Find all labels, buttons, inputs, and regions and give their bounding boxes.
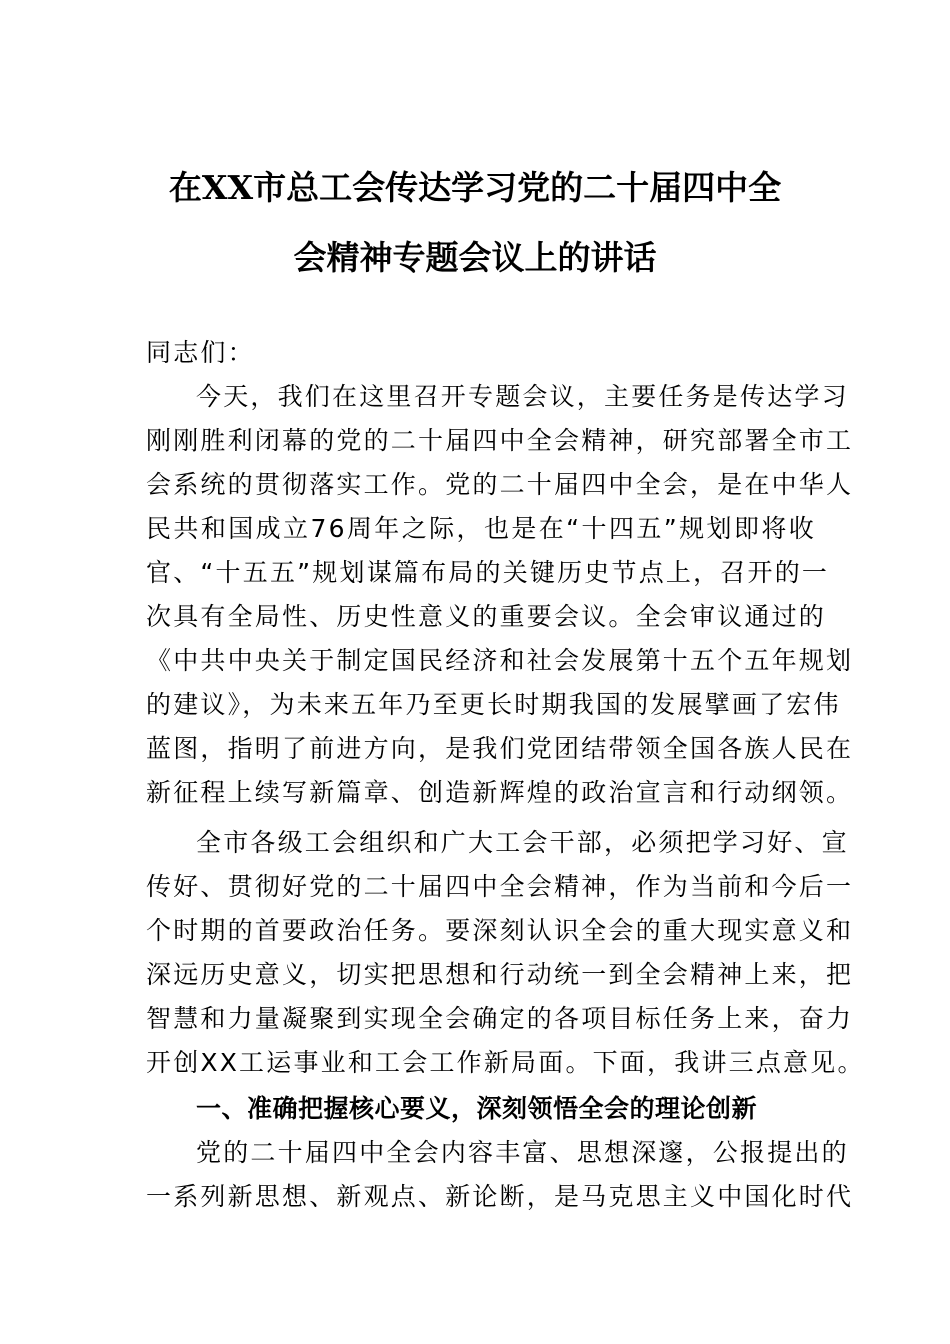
paragraph-line: 今天，我们在这里召开专题会议，主要任务是传达学习 (196, 382, 849, 411)
paragraph-line: 深远历史意义，切实把思想和行动统一到全会精神上来，把 (146, 960, 854, 989)
paragraph-line: 蓝图，指明了前进方向，是我们党团结带领全国各族人民在 (146, 734, 854, 763)
paragraph-line: 一系列新思想、新观点、新论断，是马克思主义中国化时代 (146, 1182, 854, 1211)
paragraph-line: 党的二十届四中全会内容丰富、思想深邃，公报提出的 (196, 1138, 849, 1167)
paragraph-line: 传好、贯彻好党的二十届四中全会精神，作为当前和今后一 (146, 872, 854, 901)
paragraph-line: 新征程上续写新篇章、创造新辉煌的政治宣言和行动纲领。 (146, 778, 854, 807)
salutation: 同志们： (146, 338, 255, 367)
paragraph-line: 官、“十五五”规划谋篇布局的关键历史节点上，召开的一 (146, 558, 830, 587)
document-title-line-1: 在XX市总工会传达学习党的二十届四中全 (168, 168, 782, 207)
paragraph-line: 刚刚胜利闭幕的党的二十届四中全会精神，研究部署全市工 (146, 426, 854, 455)
paragraph-line: 智慧和力量凝聚到实现全会确定的各项目标任务上来，奋力 (146, 1004, 854, 1033)
paragraph-line: 的建议》，为未来五年乃至更长时期我国的发展擘画了宏伟 (146, 690, 841, 719)
paragraph-line: 个时期的首要政治任务。要深刻认识全会的重大现实意义和 (146, 916, 854, 945)
paragraph-line: 次具有全局性、历史性意义的重要会议。全会审议通过的 (146, 602, 827, 631)
paragraph-line: 会系统的贯彻落实工作。党的二十届四中全会，是在中华人 (146, 470, 854, 499)
paragraph-line: 民共和国成立76周年之际，也是在“十四五”规划即将收 (146, 514, 816, 543)
section-heading-1: 一、准确把握核心要义，深刻领悟全会的理论创新 (196, 1094, 758, 1123)
document-title-line-2: 会精神专题会议上的讲话 (293, 238, 657, 277)
paragraph-line: 全市各级工会组织和广大工会干部，必须把学习好、宣 (196, 828, 849, 857)
paragraph-line: 开创XX工运事业和工会工作新局面。下面，我讲三点意见。 (146, 1048, 865, 1077)
paragraph-line: 《中共中央关于制定国民经济和社会发展第十五个五年规划 (146, 646, 854, 675)
